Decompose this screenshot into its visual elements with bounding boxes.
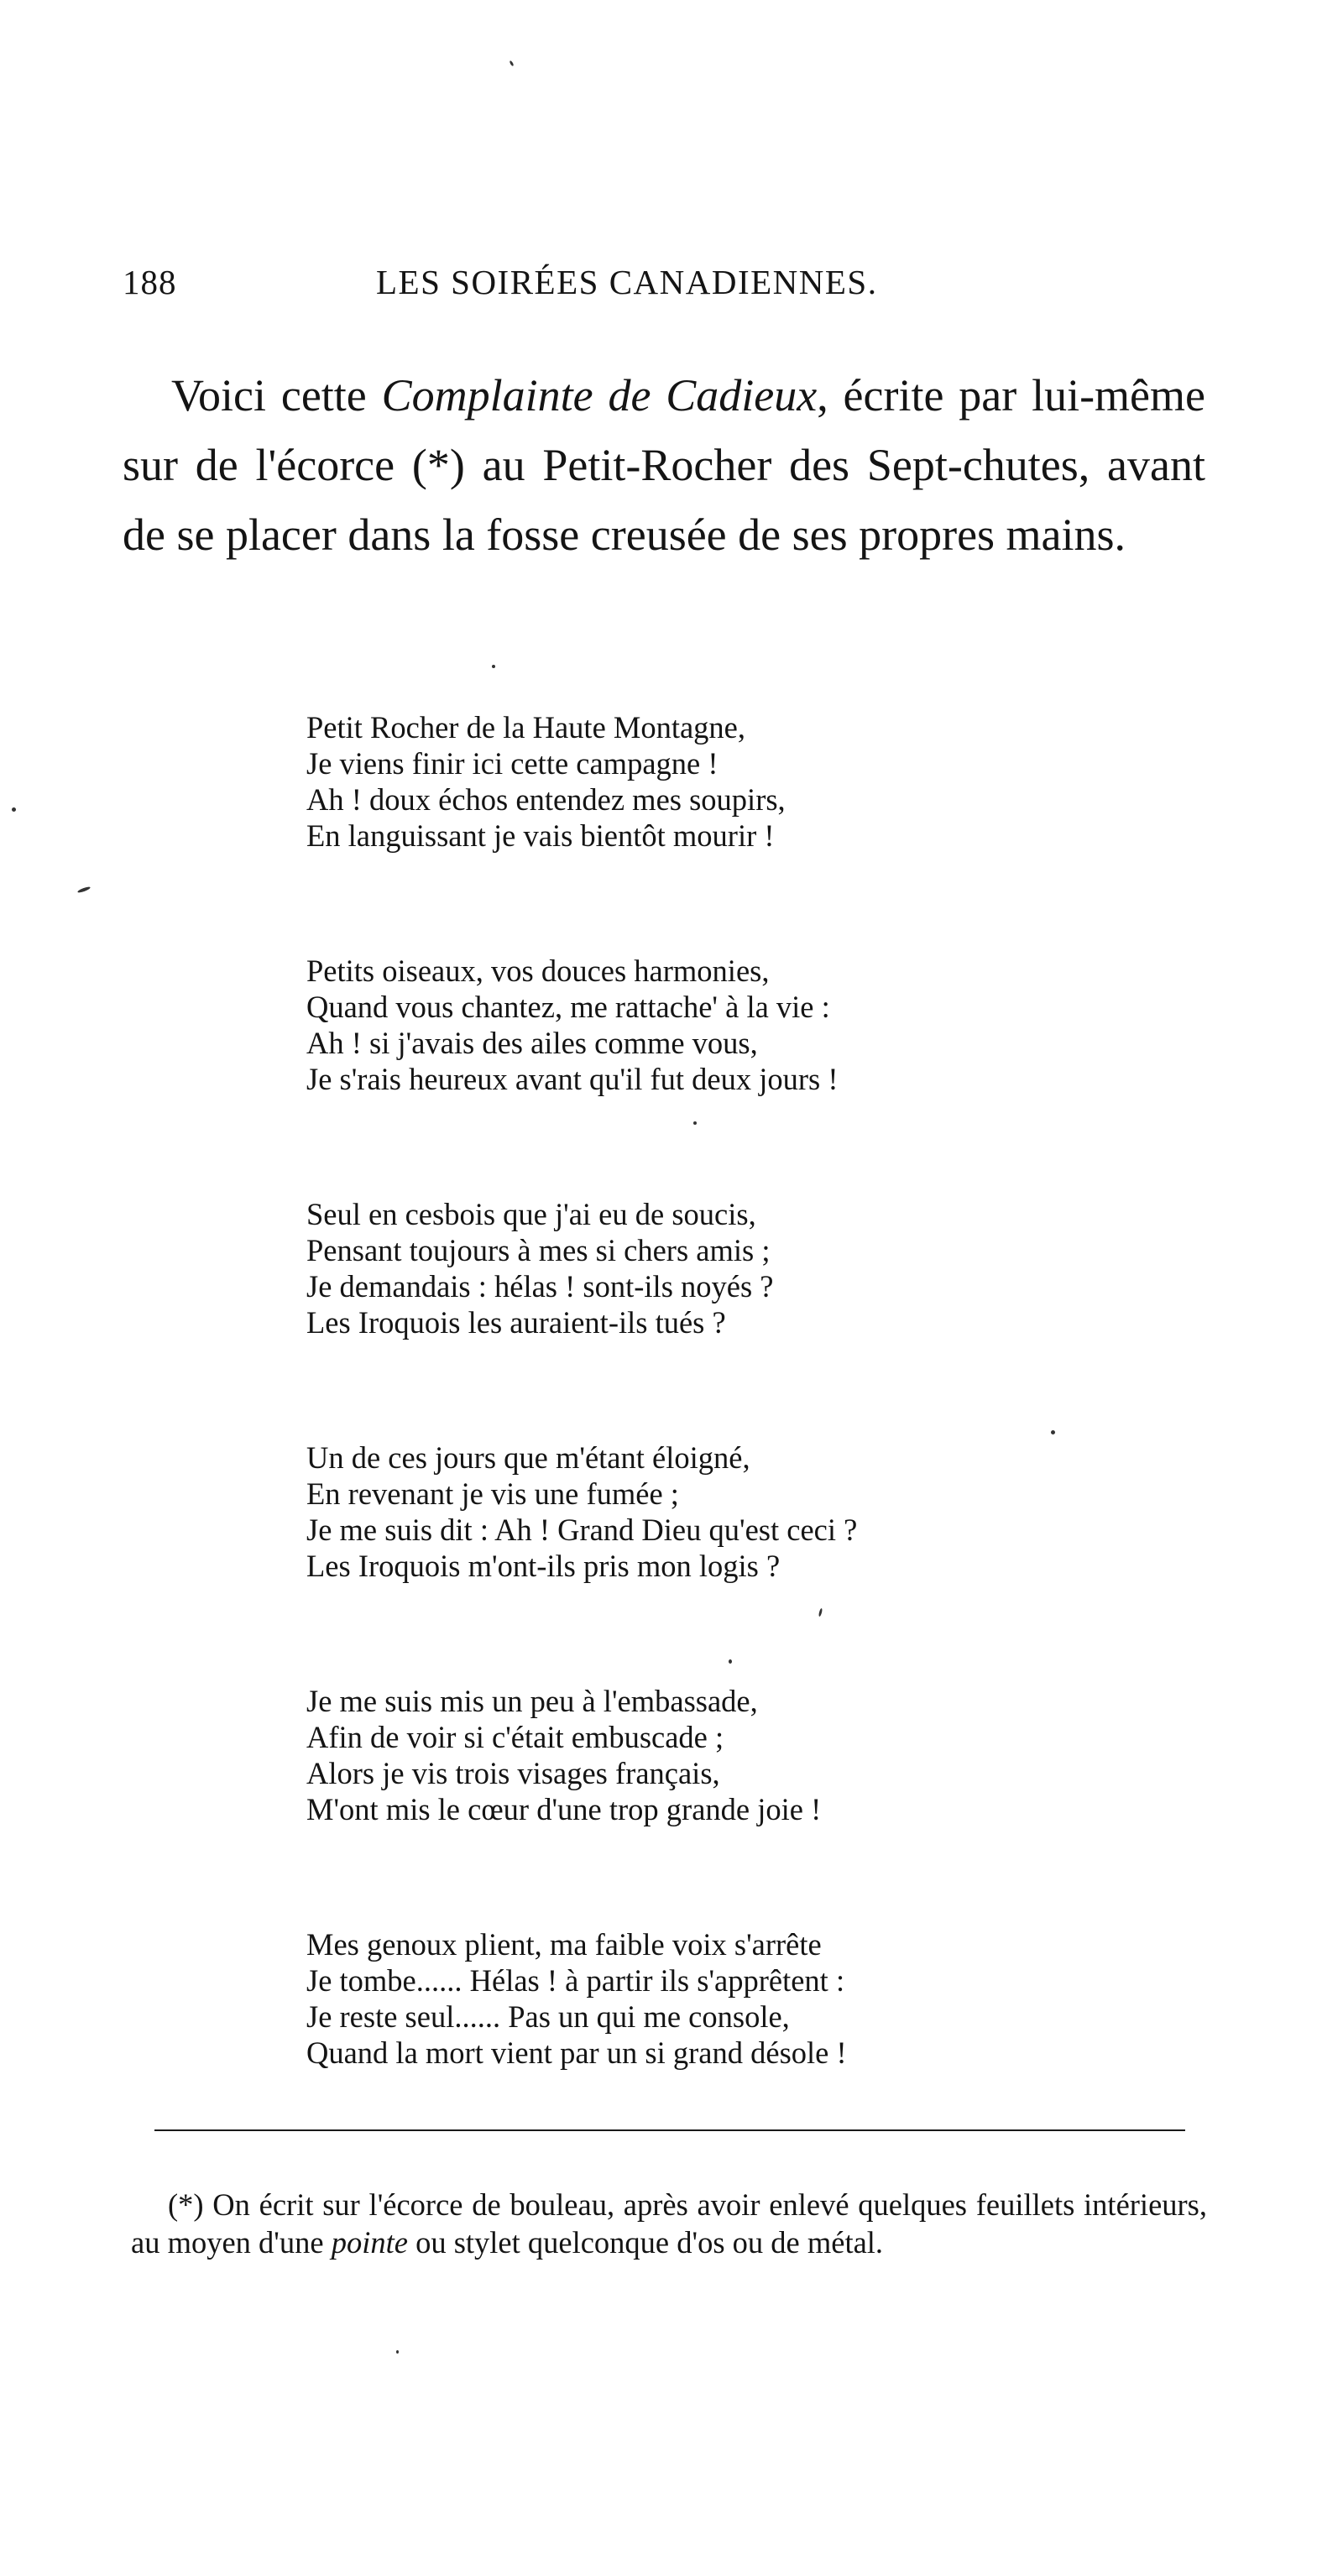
scan-speck [1051, 1430, 1055, 1434]
verse-line: Quand la mort vient par un si grand désole ! [306, 2035, 847, 2070]
page-number: 188 [123, 263, 177, 301]
verse-line: Afin de voir si c'était embuscade ; [306, 1720, 724, 1754]
running-header [123, 262, 970, 312]
scan-speck [12, 807, 16, 812]
footnote-divider [154, 2129, 1185, 2131]
verse-line: Je viens finir ici cette campagne ! [306, 746, 719, 781]
stanza-3 [306, 1196, 1062, 1340]
verse-line: Je demandais : hélas ! sont-ils noyés ? [306, 1269, 774, 1304]
verse-line: Je tombe...... Hélas ! à partir ils s'apprêtent : [306, 1963, 845, 1998]
intro-text-start: Voici cette [171, 370, 382, 421]
poem [306, 709, 1062, 2166]
verse-line: Ah ! doux échos entendez mes soupirs, [306, 782, 786, 817]
stanza-6 [306, 1926, 1062, 2071]
footnote-italic-word: pointe [331, 2225, 408, 2260]
verse-line: En revenant je vis une fumée ; [306, 1476, 679, 1511]
verse-line: Je me suis dit : Ah ! Grand Dieu qu'est ceci ? [306, 1513, 858, 1547]
intro-italic-title: Complainte de Cadieux [381, 370, 818, 421]
verse-line: Seul en cesbois que j'ai eu de soucis, [306, 1197, 756, 1231]
verse-line: Mes genoux plient, ma faible voix s'arrête [306, 1927, 822, 1962]
footnote [131, 2186, 1207, 2261]
stanza-5 [306, 1683, 1062, 1827]
intro-paragraph [123, 361, 1205, 570]
scan-speck [77, 886, 91, 893]
footnote-text-end: ou stylet quelconque d'os ou de métal. [407, 2225, 884, 2260]
verse-line: En languissant je vais bientôt mourir ! [306, 818, 775, 853]
footnote-text-start: (*) On écrit sur l'écorce de bouleau, après avoir enlevé quelques feuillets intérieurs, au moyen d'une [131, 2187, 1207, 2260]
verse-line: Les Iroquois m'ont-ils pris mon logis ? [306, 1549, 781, 1583]
verse-line: Petit Rocher de la Haute Montagne, [306, 710, 746, 745]
scan-speck [693, 1121, 697, 1125]
verse-line: Je me suis mis un peu à l'embassade, [306, 1684, 758, 1718]
stanza-4 [306, 1440, 1062, 1584]
stanza-1 [306, 709, 1062, 854]
verse-line: Les Iroquois les auraient-ils tués ? [306, 1305, 726, 1340]
verse-line: Alors je vis trois visages français, [306, 1756, 720, 1790]
verse-line: Ah ! si j'avais des ailes comme vous, [306, 1026, 758, 1060]
verse-line: Petits oiseaux, vos douces harmonies, [306, 954, 770, 988]
verse-line: Pensant toujours à mes si chers amis ; [306, 1233, 771, 1267]
verse-line: Je s'rais heureux avant qu'il fut deux jours ! [306, 1062, 839, 1096]
verse-line: Un de ces jours que m'étant éloigné, [306, 1440, 750, 1475]
verse-line: Quand vous chantez, me rattache' à la vie : [306, 990, 830, 1024]
scan-speck [729, 1659, 732, 1664]
running-title: LES SOIRÉES CANADIENNES. [376, 263, 878, 301]
scan-speck [509, 60, 514, 67]
scan-speck [396, 2350, 399, 2354]
scan-speck [492, 665, 495, 668]
verse-line: M'ont mis le cœur d'une trop grande joie ! [306, 1792, 822, 1826]
verse-line: Je reste seul...... Pas un qui me console, [306, 1999, 790, 2034]
intro-text-end: , écrite par lui-même sur de l'écorce (*) au Petit-Rocher des Sept-chutes, avant de se placer dans la fosse creusée de ses propres mains. [123, 370, 1205, 560]
stanza-2 [306, 953, 1062, 1097]
